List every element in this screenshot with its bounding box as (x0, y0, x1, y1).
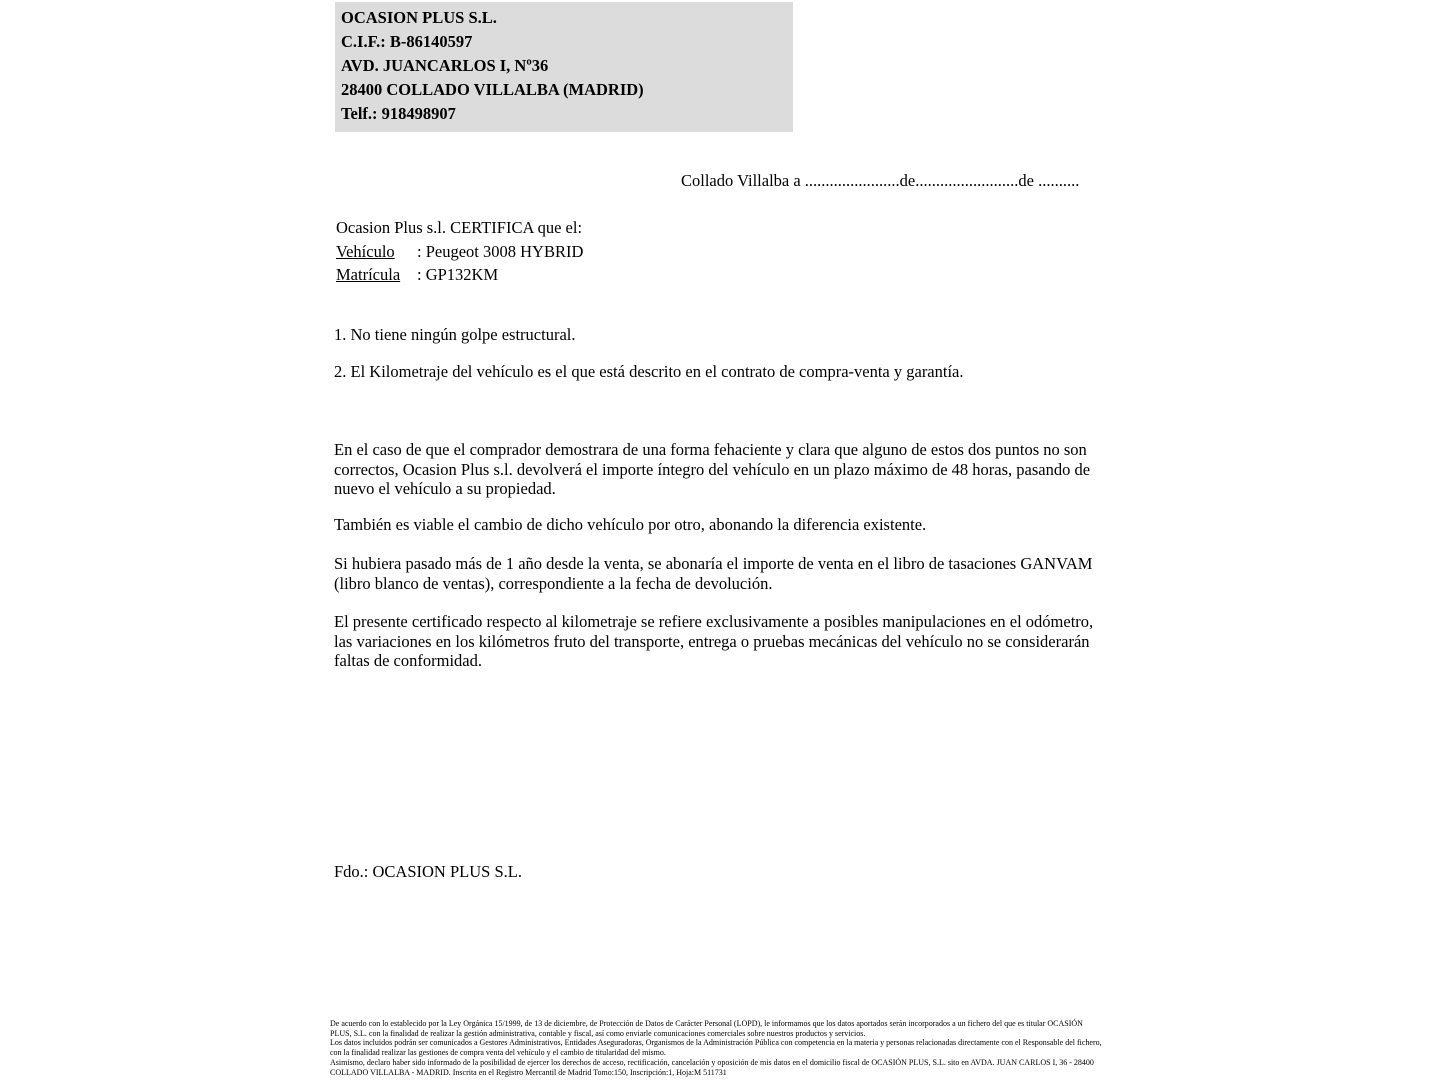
date-line: Collado Villalba a .......................de.........................de .......... (681, 171, 1080, 190)
legal-footer (330, 1019, 1104, 1077)
company-name: OCASION PLUS S.L. (341, 8, 497, 27)
point-structural-damage: 1. No tiene ningún golpe estructural. (334, 325, 576, 344)
plate-label: Matrícula (336, 265, 401, 284)
paragraph-exchange: También es viable el cambio de dicho vehículo por otro, abonando la diferencia existente. (334, 515, 927, 534)
vehicle-value: : Peugeot 3008 HYBRID (417, 241, 584, 261)
company-phone: Telf.: 918498907 (341, 104, 456, 123)
plate-field (336, 263, 583, 287)
paragraph-odometer: El presente certificado respecto al kilometraje se refiere exclusivamente a posibles manipulaciones en el odómetro, las variaciones en los kilómetros fruto del transporte, entrega o pruebas mecánicas del vehículo no se considerarán faltas de conformidad. (334, 612, 1094, 671)
company-city: 28400 COLLADO VILLALBA (MADRID) (341, 80, 644, 99)
legal-paragraph-lopd: De acuerdo con lo establecido por la Ley Orgánica 15/1999, de 13 de diciembre, de Protección de Datos de Carácter Personal (LOPD), le informamos que los datos aportados serán incorporados a un fichero del que es titular OCASIÓN PLUS, S.L. con la finalidad de realizar la gestión administrativa, contable y fiscal, así como enviarle comunicaciones comerciales sobre nuestros productos y servicios. (330, 1019, 1083, 1038)
plate-value: : GP132KM (417, 265, 499, 284)
company-address: AVD. JUANCARLOS I, Nº36 (341, 56, 549, 75)
legal-paragraph-rights: Asimismo, declaro haber sido informado de la posibilidad de ejercer los derechos de acceso, rectificación, cancelación y oposición de mis datos en el domicilio fiscal de OCASIÓN PLUS, S.L. sito en AVDA. JUAN CARLOS I, 36 - 28400 COLLADO VILLALBA - MADRID. Inscrita en el Registro Mercantil de Madrid Tomo:150, Inscripción:1, Hoja:M 511731 (330, 1057, 1094, 1077)
certificate-block (336, 216, 583, 287)
vehicle-label: Vehículo (336, 241, 395, 261)
company-header-box (335, 2, 793, 132)
signature-line: Fdo.: OCASION PLUS S.L. (334, 862, 522, 881)
company-cif: C.I.F.: B-86140597 (341, 32, 473, 51)
legal-paragraph-data-sharing: Los datos incluidos podrán ser comunicados a Gestores Administrativos, Entidades Aseguradoras, Organismos de la Administración Pública con competencia en la materia y personas relacionadas directamente con el Responsable del fichero, con la finalidad realizar las gestiones de compra venta del vehículo y el cambio de titularidad del mismo. (330, 1038, 1102, 1058)
vehicle-field (336, 240, 583, 264)
certify-intro: Ocasion Plus s.l. CERTIFICA que el: (336, 218, 583, 237)
point-mileage: 2. El Kilometraje del vehículo es el que está descrito en el contrato de compra-venta y garantía. (334, 362, 964, 381)
paragraph-refund: En el caso de que el comprador demostrara de una forma fehaciente y clara que alguno de estos dos puntos no son correctos, Ocasion Plus s.l. devolverá el importe íntegro del vehículo en un plazo máximo de 48 horas, pasando de nuevo el vehículo a su propiedad. (334, 440, 1091, 499)
paragraph-ganvam: Si hubiera pasado más de 1 año desde la venta, se abonaría el importe de venta en el libro de tasaciones GANVAM (libro blanco de ventas), correspondiente a la fecha de devolución. (334, 554, 1093, 593)
